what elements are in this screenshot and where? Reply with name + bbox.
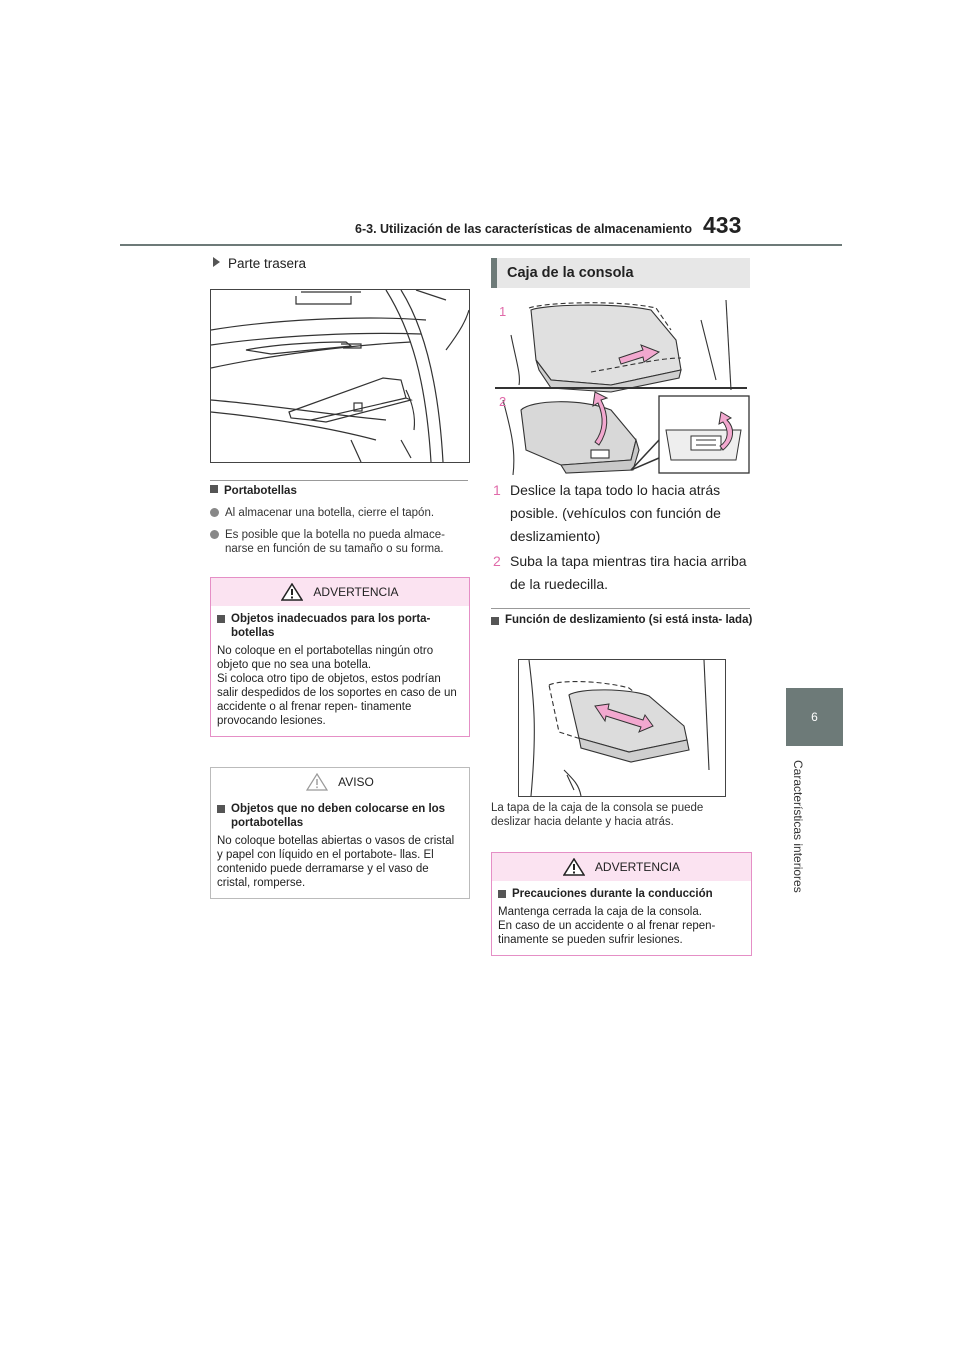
warning-box-body [211, 606, 469, 736]
step-number: 2 [493, 553, 501, 569]
warning-box [491, 852, 752, 956]
subsection-heading [213, 256, 306, 271]
step-text: Deslice la tapa todo lo hacia atrás posible. (vehículos con función de deslizamiento) [510, 482, 721, 544]
console-box-drawing [491, 300, 751, 475]
chapter-tab-number: 6 [811, 710, 818, 724]
warning-box [210, 577, 470, 737]
warning-text: No coloque en el portabotellas ningún otro objeto que no sea una botella. Si coloca otro tipo de objetos, estos podrían salir despedidos de los soportes en caso de un accidente o al frenar repen- tinamente provocando lesiones. [217, 645, 457, 727]
portabotellas-title: Portabotellas [224, 485, 297, 497]
figure-label-2: 2 [499, 394, 507, 409]
square-bullet-icon [491, 617, 499, 625]
warning-title [217, 612, 463, 640]
notice-label: AVISO [338, 775, 374, 789]
slide-function-heading [491, 614, 753, 626]
portabotellas-bullets [210, 506, 472, 556]
warning-text: Mantenga cerrada la caja de la consola. En caso de un accidente o al frenar repen- tinamente se pueden sufrir lesiones. [498, 906, 716, 946]
chapter-side-label [776, 760, 816, 920]
warning-title [498, 887, 745, 901]
step-text: Suba la tapa mientras tira hacia arriba de la ruedecilla. [510, 553, 747, 592]
warning-label: ADVERTENCIA [313, 585, 399, 599]
warning-box-header [211, 578, 469, 606]
header-divider [120, 244, 842, 246]
warning-box-header [492, 853, 751, 881]
console-slide-drawing [519, 660, 725, 796]
rear-door-drawing [211, 290, 469, 462]
slide-function-title: Función de deslizamiento (si está insta- lada) [505, 614, 753, 626]
notice-title [217, 802, 463, 830]
warning-triangle-icon [281, 583, 303, 601]
square-bullet-icon [217, 805, 225, 813]
warning-title-text: Objetos inadecuados para los porta- botellas [231, 613, 431, 639]
warning-box-body [492, 881, 751, 955]
caution-triangle-icon [306, 773, 328, 791]
chapter-side-label-text: Características interiores [791, 760, 805, 893]
circle-bullet-icon [210, 530, 219, 539]
section-title [491, 258, 750, 288]
step-item [493, 479, 753, 548]
notice-box-body [211, 796, 469, 898]
square-bullet-icon [498, 890, 506, 898]
chapter-tab[interactable] [786, 688, 843, 746]
section-divider [491, 608, 750, 609]
bullet-text: Al almacenar una botella, cierre el tapón. [225, 507, 435, 519]
circle-bullet-icon [210, 508, 219, 517]
square-bullet-icon [217, 615, 225, 623]
figure-label-1: 1 [499, 304, 507, 319]
notice-title-text: Objetos que no deben colocarse en los portabotellas [231, 803, 446, 829]
step-number: 1 [493, 482, 501, 498]
notice-box [210, 767, 470, 899]
console-box-illustration [491, 300, 751, 475]
triangle-bullet-icon [213, 257, 220, 267]
bullet-text: Es posible que la botella no pueda almace- narse en función de su tamaño o su forma. [225, 529, 445, 555]
slide-caption: La tapa de la caja de la consola se puede deslizar hacia delante y hacia atrás. [491, 802, 704, 828]
chapter-title: 6-3. Utilización de las características de almacenamiento [355, 222, 692, 236]
list-item [210, 506, 472, 520]
rear-door-bottle-holder-illustration [210, 289, 470, 463]
section-title-text: Caja de la consola [507, 265, 634, 281]
section-divider [210, 480, 468, 481]
portabotellas-heading [210, 485, 297, 497]
warning-triangle-icon [563, 858, 585, 876]
page-number: 433 [703, 212, 742, 238]
warning-title-text: Precauciones durante la conducción [512, 888, 713, 900]
square-bullet-icon [210, 485, 218, 493]
notice-text: No coloque botellas abiertas o vasos de cristal y papel con líquido en el portabote- llas. El contenido puede derramarse y el vaso de cristal, romperse. [217, 835, 455, 889]
warning-label: ADVERTENCIA [594, 860, 681, 874]
list-item [210, 528, 472, 556]
console-slide-illustration [518, 659, 726, 797]
step-item [493, 550, 753, 596]
notice-box-header [211, 768, 469, 796]
steps-list [493, 479, 753, 596]
subsection-heading-text: Parte trasera [228, 256, 307, 271]
